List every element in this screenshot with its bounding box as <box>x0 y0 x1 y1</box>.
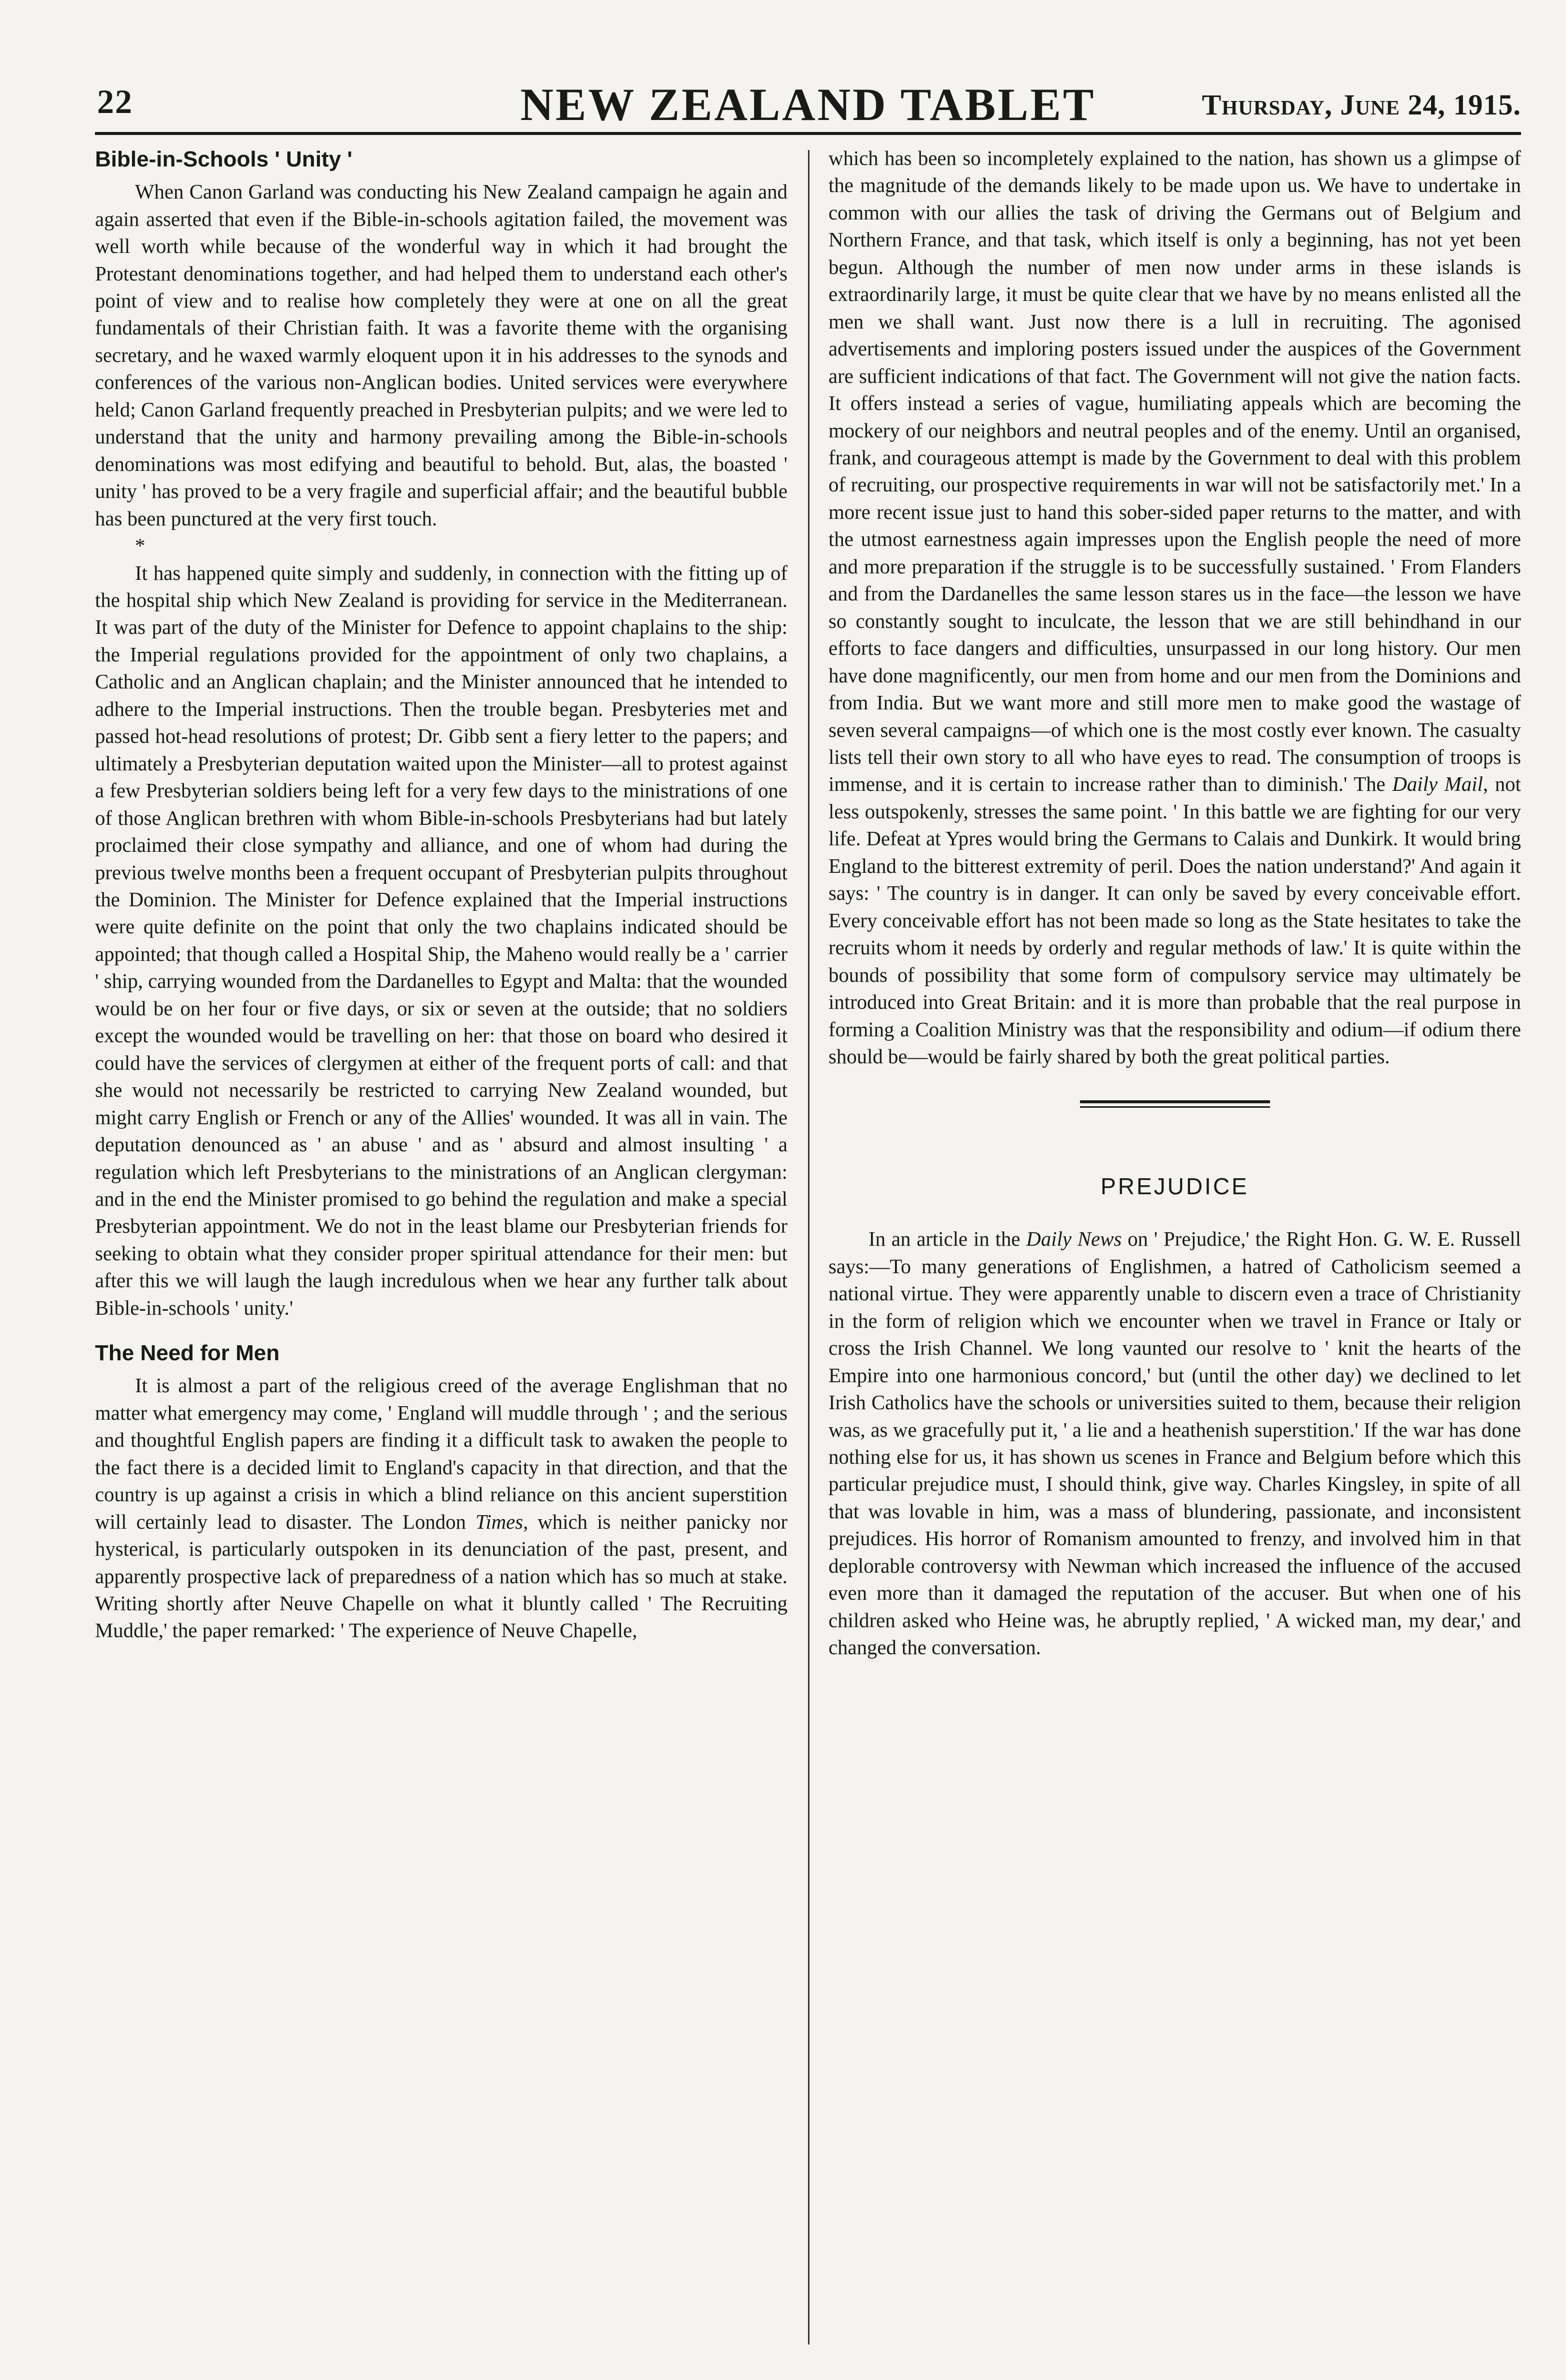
publication-name-times: Times <box>475 1510 524 1533</box>
article-paragraph: When Canon Garland was conducting his New Zealand campaign he again and again asserted that even if the Bible-in-schools agitation failed, the movement was well worth while because of the wonderful way in which it had brought the Protestant denominations together, and had helped them to understand each other's point of view and to realise how completely they were at one on all the great fundamentals of their Christian faith. It was a favorite theme with the organising secretary, and he waxed warmly eloquent upon it in his addresses to the synods and conferences of the various non-Anglican bodies. United services were everywhere held; Canon Garland frequently preached in Presbyterian pulpits; and we were led to understand that the unity and harmony prevailing among the Bible-in-schools denominations was most edifying and beautiful to behold. But, alas, the boasted ' unity ' has proved to be a very fragile and superficial affair; and the beautiful bubble has been punctured at the very first touch. <box>95 180 788 530</box>
text-run: It is almost a part of the religious creed of the average Englishman that no matter what emergency may come, ' England will muddle through ' ; and the serious and thoughtful English papers are finding it a difficult task to awaken the people to the fact there is a decided limit to England's capacity in that direction, and that the country is up against a crisis in which a blind reliance on this ancient superstition will certainly lead to disaster. The London <box>95 1374 788 1533</box>
text-run: which has been so incompletely explained to the nation, has shown us a glimpse of the magnitude of the demands likely to be made upon us. We have to undertake in common with our allies the task of driving the Germans out of Belgium and Northern France, and that task, which itself is only a beginning, has not yet been begun. Although the number of men now under arms in these islands is extraordinarily large, it must be quite clear that we have by no means enlisted all the men we shall want. Just now there is a lull in recruiting. The agonised advertisements and imploring posters issued under the auspices of the Government are sufficient indications of that fact. The Government will not give the nation facts. It offers instead a series of vague, humiliating appeals which are becoming the mockery of our neighbors and neutral peoples and of the enemy. Until an organised, frank, and courageous attempt is made by the Government to deal with this problem of recruiting, our prospective requirements in war will not be satisfactorily met.' In a more recent issue just to hand this sober-sided paper returns to the matter, and with the utmost earnestness again impresses upon the English people the need of more and more preparation if the struggle is to be successfully sustained. ' From Flanders and from the Dardanelles the same lesson stares us in the face—the lesson we have so constantly sought to inculcate, the lesson that we are still behindhand in our efforts to face dangers and difficulties, unsurpassed in our long history. Our men have done magnificently, our men from home and our men from the Dominions and from India. But we want more and still more men to make good the wastage of seven several campaigns—of which one is the most costly ever known. The casualty lists tell their own story to all who have eyes to read. The consumption of troops is immense, and it is certain to increase rather than to diminish.' The <box>828 147 1521 796</box>
article-heading-bible-in-schools: Bible-in-Schools ' Unity ' <box>95 147 352 171</box>
section-divider-rule <box>1080 1100 1270 1108</box>
section-spacer <box>95 1322 788 1339</box>
article-paragraph-continued <box>828 145 1521 1070</box>
publication-name-daily-news: Daily News <box>1026 1228 1122 1251</box>
text-run: , which is neither panicky nor hysterical, is particularly outspoken in its denunciation of the past, present, and apparently prospective lack of preparedness of a nation which has so much at stake. Writing shortly after Neuve Chapelle on what it bluntly called ' The Recruiting Muddle,' the paper remarked: ' The experience of Neuve Chapelle, <box>95 1510 788 1642</box>
section-separator: * <box>135 534 146 557</box>
text-run: In an article in the <box>868 1228 1026 1251</box>
page-number: 22 <box>97 82 133 120</box>
paper-title: NEW ZEALAND TABLET <box>520 79 1096 130</box>
masthead <box>95 75 1521 135</box>
issue-date: Thursday, June 24, 1915. <box>1202 88 1521 121</box>
article-heading-prejudice: PREJUDICE <box>1100 1173 1249 1200</box>
publication-name-daily-mail: Daily Mail <box>1392 773 1483 796</box>
text-run: , not less outspokenly, stresses the same point. ' In this battle we are fighting for our very life. Defeat at Ypres would bring the Germans to Calais and Dunkirk. It would bring England to the bitterest extremity of peril. Does the nation understand?' And again it says: ' The country is in danger. It can only be saved by every conceivable effort. Every conceivable effort has not been made so long as the State hesitates to take the recruits whom it needs by orderly and regular methods of law.' It is quite within the bounds of possibility that some form of compulsory service may ultimately be introduced into Great Britain: and it is more than probable that the real purpose in forming a Coalition Ministry was that the responsibility and odium—if odium there should be—would be fairly shared by both the great political parties. <box>828 773 1521 1068</box>
article-paragraph <box>828 1226 1521 1661</box>
column-rule <box>808 150 810 2345</box>
article-paragraph <box>95 1372 788 1645</box>
right-column <box>828 145 1521 2365</box>
article-heading-need-for-men: The Need for Men <box>95 1341 280 1366</box>
article-columns <box>95 145 1521 2365</box>
article-paragraph: It has happened quite simply and suddenly, in connection with the fitting up of the hospital ship which New Zealand is providing for service in the Mediterranean. It was part of the duty of the Minister for Defence to appoint chaplains to the ship: the Imperial regulations provided for the appointment of only two chaplains, a Catholic and an Anglican chaplain; and the Minister announced that he intended to adhere to the Imperial instructions. Then the trouble began. Presbyteries met and passed hot-head resolutions of protest; Dr. Gibb sent a fiery letter to the papers; and ultimately a Presbyterian deputation waited upon the Minister—all to protest against a few Presbyterian soldiers being left for a very few days to the ministrations of one of those Anglican brethren with whom Bible-in-schools Presbyterians had but lately proclaimed their close sympathy and alliance, and one of whom had during the previous twelve months been a frequent occupant of Presbyterian pulpits throughout the Dominion. The Minister for Defence explained that the Imperial instructions were quite definite on the point that only the two chaplains indicated should be appointed; that though called a Hospital Ship, the Maheno would really be a ' carrier ' ship, carrying wounded from the Dardanelles to Egypt and Malta: that the wounded would be on her four or five days, or six or seven at the outside; that no soldiers except the wounded would be travelling on her: that those on board who desired it could have the services of clergymen at either of the frequent ports of call: and that she would not necessarily be restricted to carrying New Zealand wounded, but might carry English or French or any of the Allies' wounded. It was all in vain. The deputation denounced as ' an abuse ' and as ' absurd and almost insulting ' a regulation which left Presbyterians to the ministrations of an Anglican clergyman: and in the end the Minister promised to go behind the regulation and make a special Presbyterian appointment. We do not in the least blame our Presbyterian friends for seeking to obtain what they consider proper spiritual attendance for their men: but after this we will laugh the laugh incredulous when we hear any further talk about Bible-in-schools ' unity.' <box>95 561 788 1319</box>
text-run: on ' Prejudice,' the Right Hon. G. W. E. Russell says:—To many generations of Englishmen, a hatred of Catholicism seemed a national virtue. They were apparently unable to discern even a trace of Christianity in the form of religion which we encounter when we travel in France or Italy or cross the Irish Channel. We long vaunted our resolve to ' knit the hearts of the Empire into one harmonious concord,' but (until the other day) we declined to let Irish Catholics have the schools or universities suited to them, because their religion was, as we gracefully put it, ' a lie and a heathenish superstition.' If the war has done nothing else for us, it has shown us scenes in France and Belgium before which this particular prejudice must, I should think, give way. Charles Kingsley, in spite of all that was lovable in him, was a mass of blundering, passionate, and inconsistent prejudices. His horror of Romanism amounted to frenzy, and involved him in that deplorable controversy with Newman which increased the influence of the accused even more than it damaged the reputation of the accuser. But when one of his children asked who Heine was, he abruptly replied, ' A wicked man, my dear,' and changed the conversation. <box>828 1228 1522 1659</box>
left-column <box>95 145 788 2365</box>
